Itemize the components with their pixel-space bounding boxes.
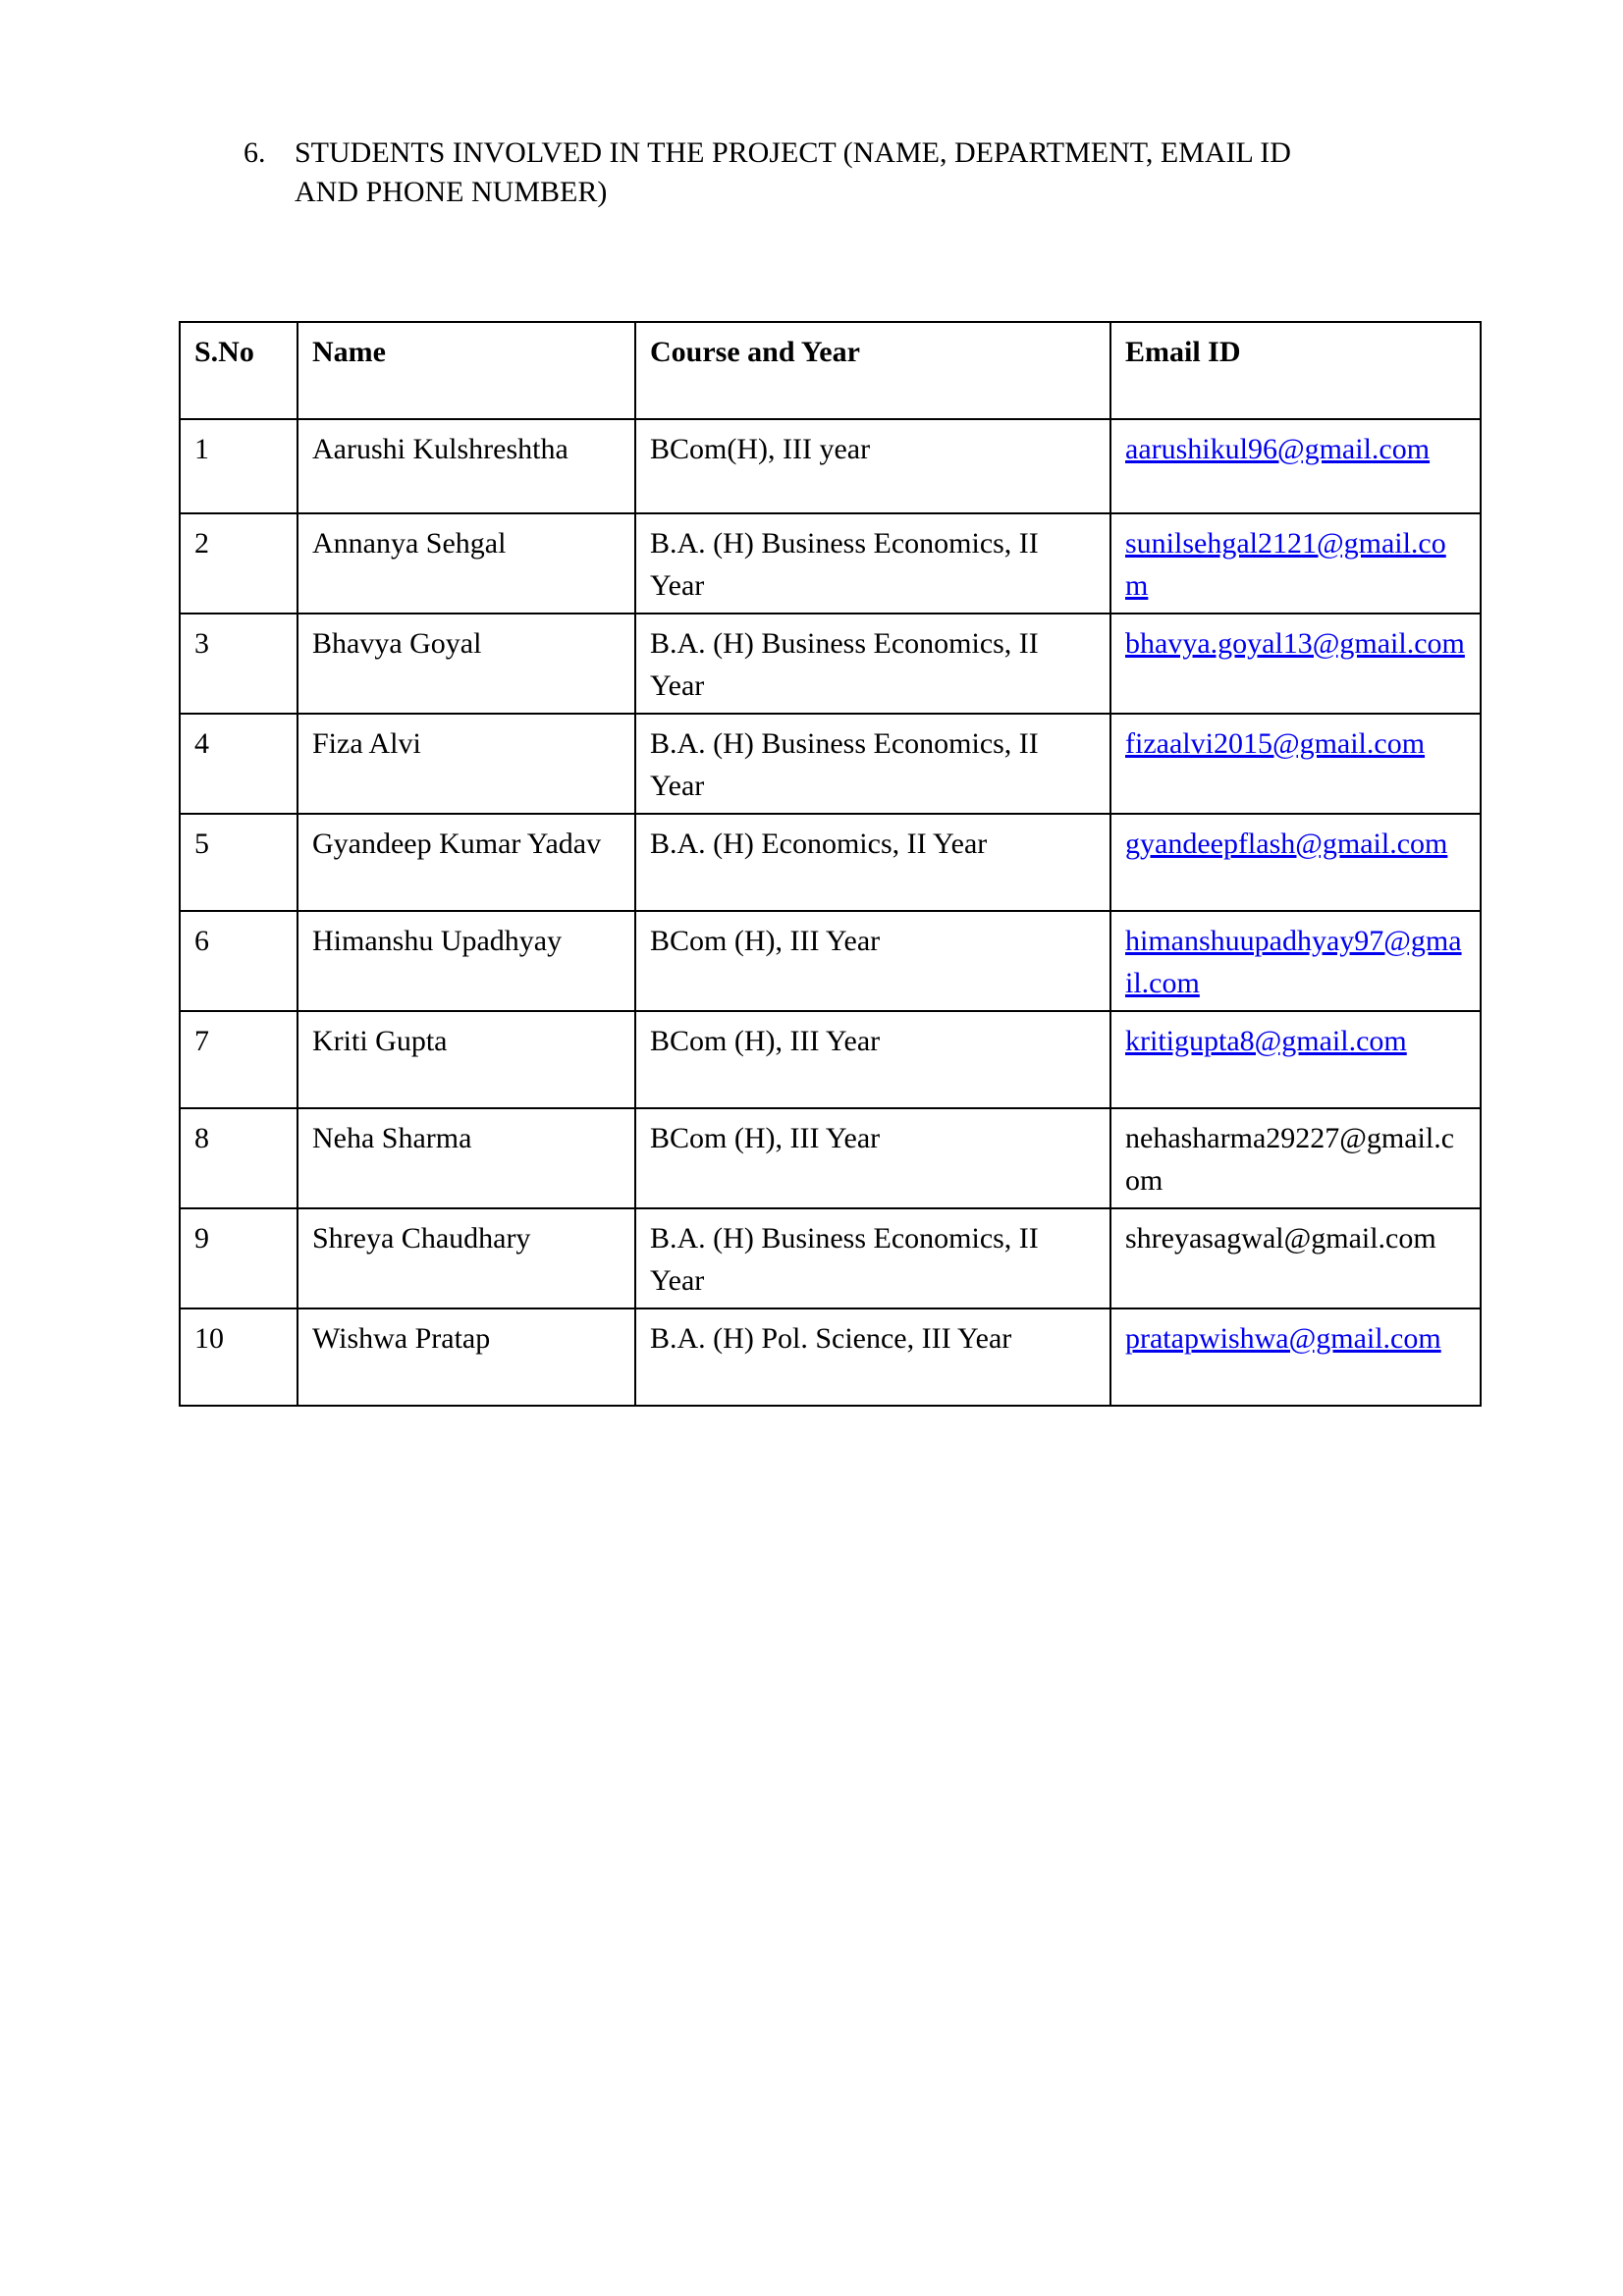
section-title: STUDENTS INVOLVED IN THE PROJECT (NAME, DEPARTMENT, EMAIL ID AND PHONE NUMBER) bbox=[295, 136, 1291, 208]
email-text: shreyasagwal@gmail.com bbox=[1125, 1222, 1436, 1255]
table-row bbox=[180, 911, 1481, 1011]
email-link[interactable]: aarushikul96@gmail.com bbox=[1125, 433, 1431, 465]
table-header-row bbox=[180, 322, 1481, 419]
row-course: B.A. (H) Business Economics, II Year bbox=[635, 1208, 1110, 1308]
table-row bbox=[180, 614, 1481, 714]
row-sno: 8 bbox=[180, 1108, 298, 1208]
email-link[interactable]: fizaalvi2015@gmail.com bbox=[1125, 727, 1426, 760]
header-course: Course and Year bbox=[635, 322, 1110, 419]
row-course: BCom (H), III Year bbox=[635, 1011, 1110, 1108]
row-name: Gyandeep Kumar Yadav bbox=[298, 814, 635, 911]
row-email-cell bbox=[1110, 1108, 1481, 1208]
row-email-cell bbox=[1110, 714, 1481, 814]
row-name: Shreya Chaudhary bbox=[298, 1208, 635, 1308]
row-course: B.A. (H) Business Economics, II Year bbox=[635, 513, 1110, 614]
row-course: B.A. (H) Economics, II Year bbox=[635, 814, 1110, 911]
row-course: B.A. (H) Business Economics, II Year bbox=[635, 614, 1110, 714]
table-row bbox=[180, 1108, 1481, 1208]
students-table bbox=[179, 321, 1482, 1407]
row-sno: 6 bbox=[180, 911, 298, 1011]
email-link[interactable]: kritigupta8@gmail.com bbox=[1125, 1025, 1407, 1057]
table-row bbox=[180, 814, 1481, 911]
row-sno: 4 bbox=[180, 714, 298, 814]
row-name: Annanya Sehgal bbox=[298, 513, 635, 614]
row-name: Bhavya Goyal bbox=[298, 614, 635, 714]
row-email-cell bbox=[1110, 1308, 1481, 1406]
section-number: 6. bbox=[243, 136, 266, 169]
header-sno: S.No bbox=[180, 322, 298, 419]
section-heading bbox=[243, 133, 1471, 212]
row-course: B.A. (H) Business Economics, II Year bbox=[635, 714, 1110, 814]
row-name: Wishwa Pratap bbox=[298, 1308, 635, 1406]
table-row bbox=[180, 714, 1481, 814]
email-text: nehasharma29227@gmail.com bbox=[1125, 1122, 1455, 1197]
row-email-cell bbox=[1110, 1208, 1481, 1308]
table-row bbox=[180, 1308, 1481, 1406]
row-sno: 10 bbox=[180, 1308, 298, 1406]
row-sno: 7 bbox=[180, 1011, 298, 1108]
row-course: BCom (H), III Year bbox=[635, 911, 1110, 1011]
row-sno: 3 bbox=[180, 614, 298, 714]
row-sno: 9 bbox=[180, 1208, 298, 1308]
email-link[interactable]: sunilsehgal2121@gmail.com bbox=[1125, 527, 1446, 602]
row-course: BCom(H), III year bbox=[635, 419, 1110, 513]
header-email: Email ID bbox=[1110, 322, 1481, 419]
email-link[interactable]: gyandeepflash@gmail.com bbox=[1125, 828, 1448, 860]
table-row bbox=[180, 419, 1481, 513]
row-course: BCom (H), III Year bbox=[635, 1108, 1110, 1208]
table-row bbox=[180, 1011, 1481, 1108]
row-sno: 5 bbox=[180, 814, 298, 911]
row-name: Kriti Gupta bbox=[298, 1011, 635, 1108]
email-link[interactable]: bhavya.goyal13@gmail.com bbox=[1125, 627, 1465, 660]
row-sno: 2 bbox=[180, 513, 298, 614]
row-name: Himanshu Upadhyay bbox=[298, 911, 635, 1011]
row-email-cell bbox=[1110, 614, 1481, 714]
row-name: Aarushi Kulshreshtha bbox=[298, 419, 635, 513]
row-sno: 1 bbox=[180, 419, 298, 513]
table-row bbox=[180, 1208, 1481, 1308]
email-link[interactable]: pratapwishwa@gmail.com bbox=[1125, 1322, 1441, 1355]
row-email-cell bbox=[1110, 419, 1481, 513]
header-name: Name bbox=[298, 322, 635, 419]
row-email-cell bbox=[1110, 1011, 1481, 1108]
row-email-cell bbox=[1110, 513, 1481, 614]
row-name: Fiza Alvi bbox=[298, 714, 635, 814]
row-course: B.A. (H) Pol. Science, III Year bbox=[635, 1308, 1110, 1406]
row-name: Neha Sharma bbox=[298, 1108, 635, 1208]
row-email-cell bbox=[1110, 814, 1481, 911]
row-email-cell bbox=[1110, 911, 1481, 1011]
email-link[interactable]: himanshuupadhyay97@gmail.com bbox=[1125, 925, 1462, 999]
table-row bbox=[180, 513, 1481, 614]
